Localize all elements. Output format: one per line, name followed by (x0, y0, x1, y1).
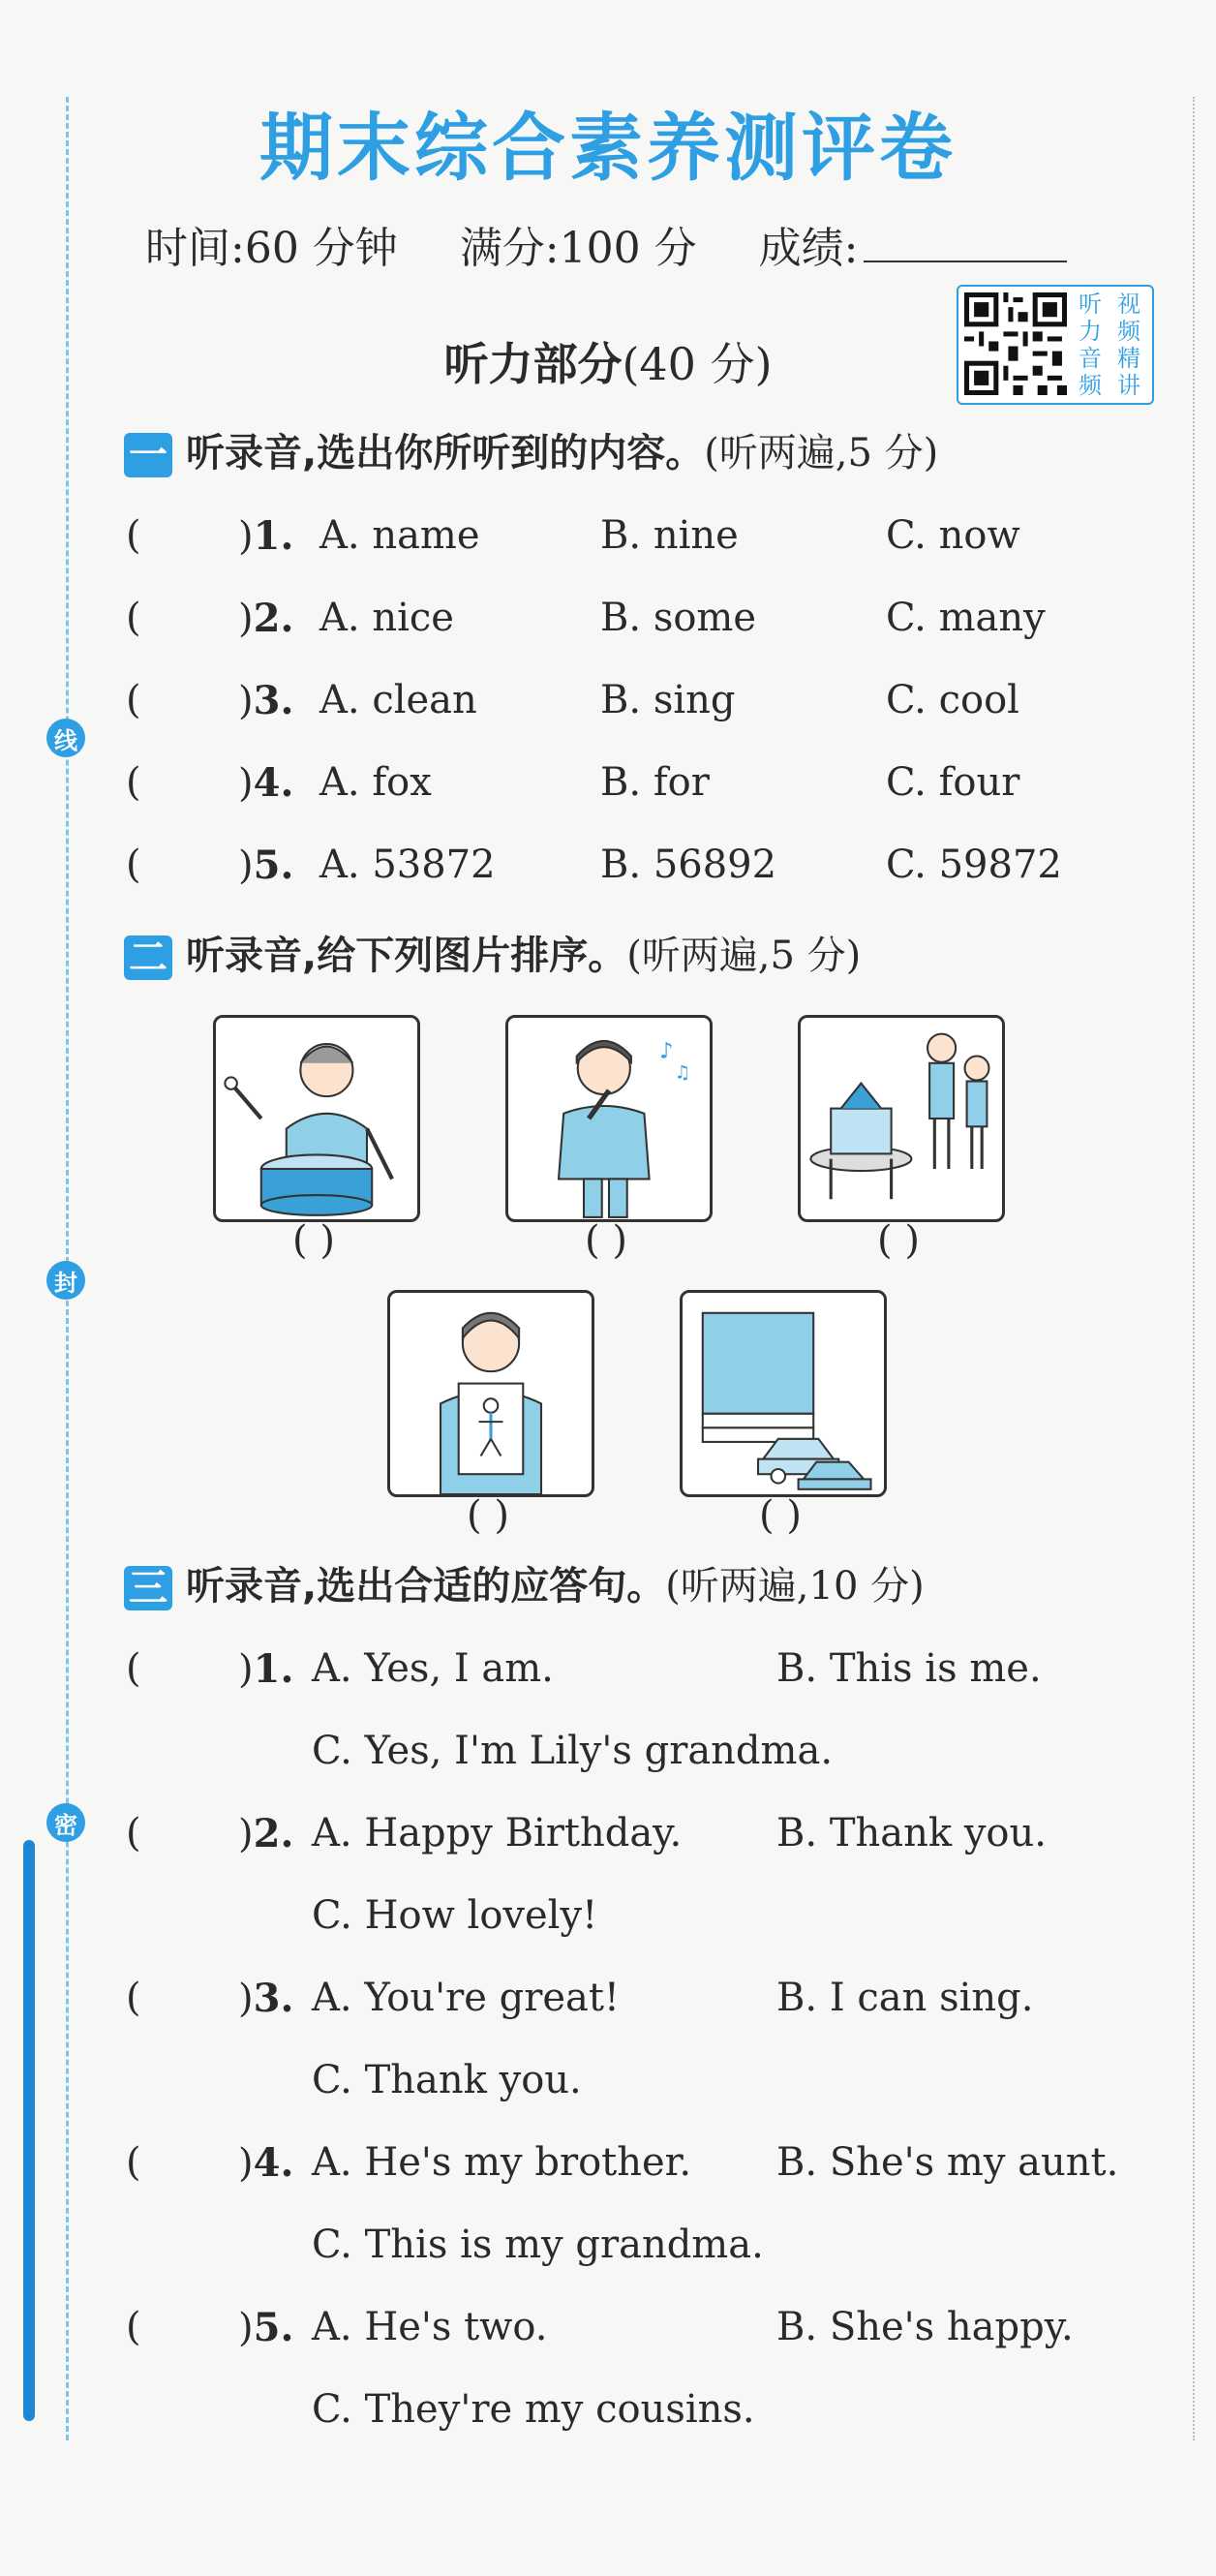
order-blank-1[interactable]: ( ) (292, 1218, 335, 1263)
left-blue-bar (23, 1840, 35, 2421)
qr-caption-char: 精 (1117, 345, 1140, 372)
exam-meta (145, 213, 1067, 275)
question-number (238, 513, 293, 559)
question-number (238, 678, 293, 723)
svg-text:♪: ♪ (659, 1038, 674, 1064)
qr-caption-char: 频 (1117, 318, 1140, 345)
question-number (238, 760, 293, 806)
section-note: (听两遍,5 分) (704, 431, 939, 475)
picture-gift-family (798, 1015, 1005, 1222)
answer-paren-close: ) (238, 2141, 254, 2186)
question-num: 5. (253, 2305, 294, 2350)
part-title-text: 听力部分 (443, 338, 623, 390)
singer-illustration (508, 1018, 710, 1219)
answer-paren-close: ) (238, 843, 254, 888)
option-c: C. Thank you. (312, 2058, 582, 2102)
section-3-header (124, 1555, 925, 1610)
section-title: 听录音,选出你所听到的内容。 (186, 431, 705, 475)
side-mark-feng: 封 (46, 1261, 85, 1300)
order-blank-4[interactable]: ( ) (467, 1493, 509, 1538)
order-blank-3[interactable]: ( ) (877, 1218, 920, 1263)
answer-paren-open[interactable]: ( (126, 1646, 141, 1691)
qr-caption-char: 讲 (1117, 372, 1140, 399)
section-title: 听录音,选出合适的应答句。 (186, 1564, 666, 1609)
answer-paren-close: ) (238, 597, 254, 641)
question-num: 4. (253, 2140, 294, 2186)
option-c: C. How lovely! (312, 1893, 598, 1938)
score-blank[interactable] (864, 231, 1067, 262)
option-a: A. He's my brother. (312, 2140, 692, 2185)
qr-caption-char: 听 (1079, 291, 1102, 318)
part-points: (40 分) (622, 338, 773, 390)
question-num: 3. (253, 678, 294, 723)
option-c: C. Yes, I'm Lily's grandma. (312, 1729, 834, 1773)
section-note: (听两遍,10 分) (665, 1564, 925, 1609)
option-a: A. name (319, 513, 480, 558)
question-number (238, 843, 293, 888)
question-num: 2. (253, 1811, 294, 1856)
option-b: B. nine (600, 513, 739, 558)
answer-paren-open[interactable]: ( (126, 513, 141, 558)
question-num: 3. (253, 1976, 294, 2021)
section-note: (听两遍,5 分) (626, 934, 862, 978)
option-a: A. Yes, I am. (312, 1646, 554, 1691)
qr-caption-char: 音 (1079, 345, 1102, 372)
part-title (0, 329, 1216, 393)
qr-caption-char: 视 (1117, 291, 1140, 318)
answer-paren-open[interactable]: ( (126, 2305, 141, 2349)
answer-paren-close: ) (238, 679, 254, 723)
picture-singer (505, 1015, 713, 1222)
score-label: 成绩: (758, 224, 859, 273)
answer-paren-open[interactable]: ( (126, 1976, 141, 2020)
option-c: C. 59872 (886, 843, 1062, 887)
option-c: C. They're my cousins. (312, 2387, 755, 2432)
question-num: 1. (253, 1646, 294, 1692)
qr-caption-char: 力 (1079, 318, 1102, 345)
section-number: 一 (124, 433, 172, 477)
answer-paren-open[interactable]: ( (126, 760, 141, 805)
section-2-header (124, 925, 861, 980)
books-cars-illustration (683, 1293, 884, 1494)
qr-caption-char: 频 (1079, 372, 1102, 399)
option-c: C. cool (886, 678, 1019, 722)
picture-boy-drawing (387, 1290, 594, 1497)
time-limit: 时间:60 分钟 (145, 224, 398, 273)
option-a: A. clean (319, 678, 477, 722)
answer-paren-close: ) (238, 1812, 254, 1856)
option-b: B. She's my aunt. (776, 2140, 1119, 2185)
gift-family-illustration (801, 1018, 1002, 1219)
answer-paren-open[interactable]: ( (126, 596, 141, 640)
option-b: B. for (600, 760, 710, 805)
drummer-illustration (216, 1018, 417, 1219)
right-edge-line (1193, 97, 1195, 2440)
page-title: 期末综合素养测评卷 (259, 105, 957, 191)
option-a: A. nice (319, 596, 454, 640)
answer-paren-open[interactable]: ( (126, 678, 141, 722)
answer-paren-close: ) (238, 1977, 254, 2021)
option-b: B. I can sing. (776, 1976, 1034, 2020)
question-num: 5. (253, 843, 294, 888)
option-b: B. This is me. (776, 1646, 1042, 1691)
question-number (238, 1811, 293, 1856)
option-a: A. fox (319, 760, 432, 805)
option-a: A. He's two. (312, 2305, 548, 2349)
order-blank-2[interactable]: ( ) (585, 1218, 627, 1263)
question-number (238, 2140, 293, 2186)
option-a: A. You're great! (312, 1976, 620, 2020)
answer-paren-close: ) (238, 1647, 254, 1692)
question-num: 4. (253, 760, 294, 806)
option-b: B. some (600, 596, 757, 640)
answer-paren-close: ) (238, 761, 254, 806)
question-number (238, 596, 293, 641)
full-score: 满分:100 分 (459, 224, 697, 273)
question-number (238, 1976, 293, 2021)
question-number (238, 1646, 293, 1692)
answer-paren-close: ) (238, 514, 254, 559)
option-b: B. She's happy. (776, 2305, 1074, 2349)
picture-drummer (213, 1015, 420, 1222)
option-b: B. Thank you. (776, 1811, 1047, 1855)
question-num: 2. (253, 596, 294, 641)
question-number (238, 2305, 293, 2350)
option-b: B. sing (600, 678, 736, 722)
boy-drawing-illustration (390, 1293, 592, 1494)
svg-text:♫: ♫ (674, 1062, 691, 1084)
answer-paren-open[interactable]: ( (126, 843, 141, 887)
section-number: 二 (124, 935, 172, 980)
option-b: B. 56892 (600, 843, 777, 887)
picture-books-cars (680, 1290, 887, 1497)
option-c: C. many (886, 596, 1046, 640)
section-title: 听录音,给下列图片排序。 (186, 934, 627, 978)
option-a: A. Happy Birthday. (312, 1811, 683, 1855)
option-c: C. now (886, 513, 1020, 558)
answer-paren-open[interactable]: ( (126, 2140, 141, 2185)
option-c: C. This is my grandma. (312, 2223, 764, 2267)
answer-paren-open[interactable]: ( (126, 1811, 141, 1855)
answer-paren-close: ) (238, 2306, 254, 2350)
option-c: C. four (886, 760, 1020, 805)
side-mark-xian: 线 (46, 719, 85, 757)
order-blank-5[interactable]: ( ) (759, 1493, 802, 1538)
section-number: 三 (124, 1566, 172, 1610)
side-mark-mi: 密 (46, 1803, 85, 1842)
question-num: 1. (253, 513, 294, 559)
section-1-header (124, 422, 938, 477)
option-a: A. 53872 (319, 843, 496, 887)
